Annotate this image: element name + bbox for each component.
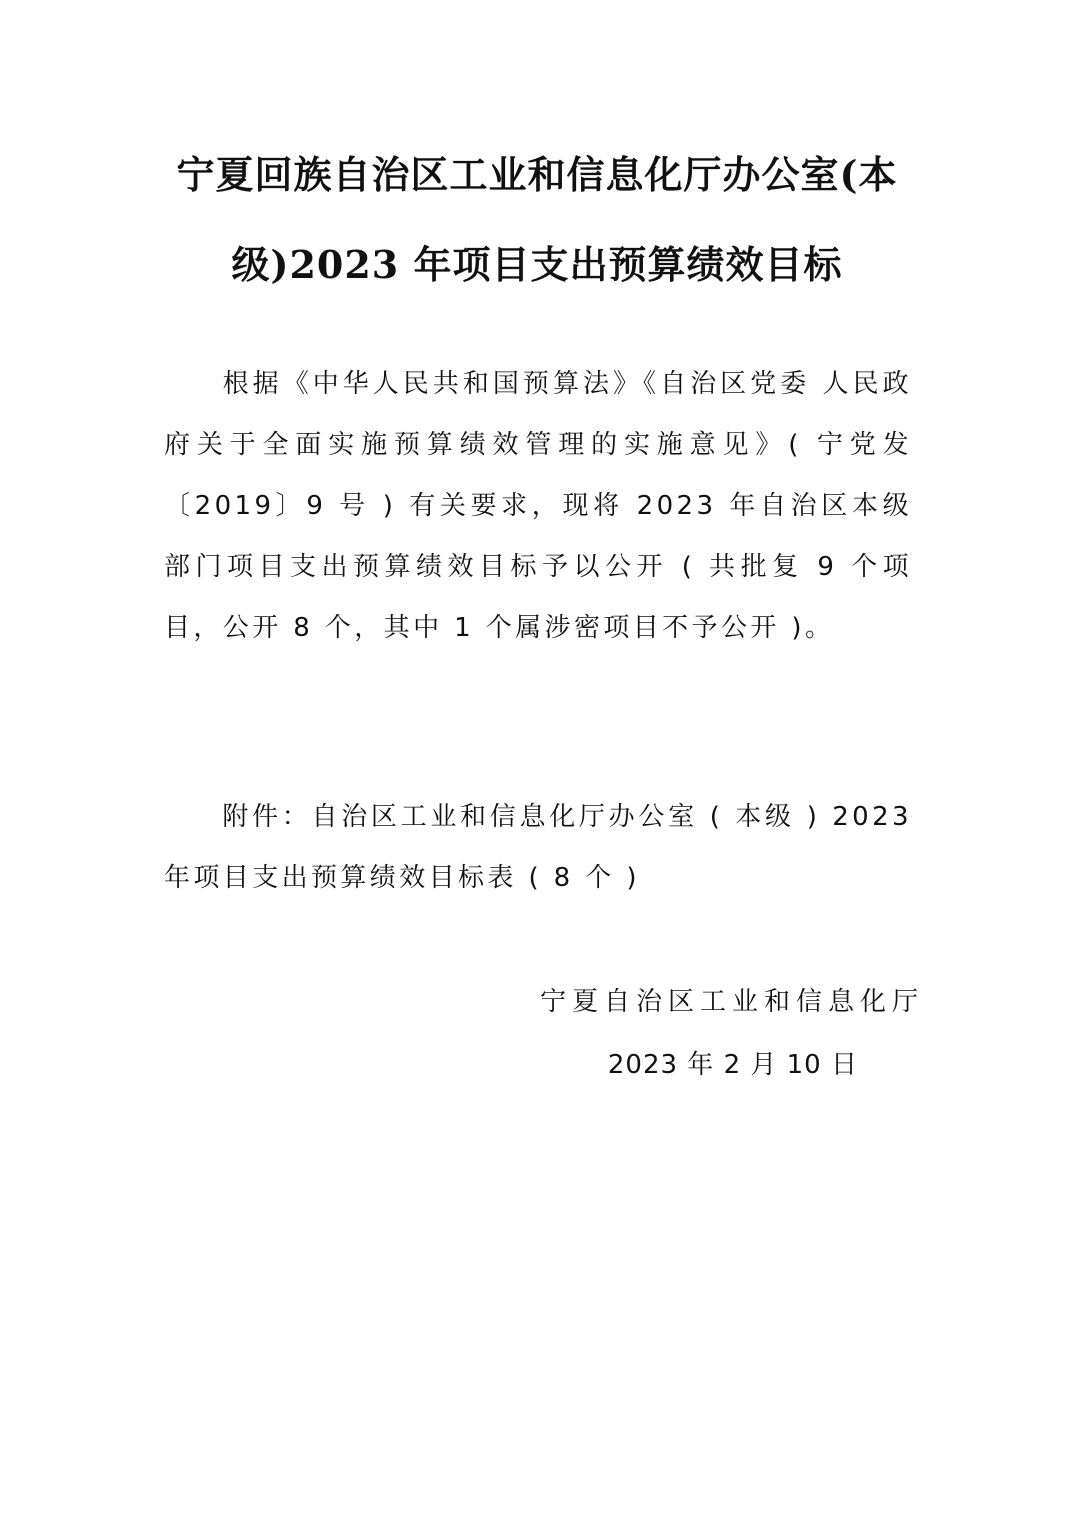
body-paragraph [164, 354, 912, 659]
title-line-1: 宁夏回族自治区工业和信息化厅办公室(本 [176, 152, 898, 197]
attachment-text: 附件：自治区工业和信息化厅办公室 ( 本级 ) 2023 年项目支出预算绩效目标表 ( 8 个 ) [164, 802, 912, 893]
signature-date: 2023 年 2 月 10 日 [607, 1050, 858, 1080]
attachment-note [164, 787, 912, 909]
document-title [150, 130, 924, 310]
title-line-2: 级)2023 年项目支出预算绩效目标 [231, 242, 843, 287]
signature-organization: 宁夏自治区工业和信息化厅 [540, 987, 925, 1017]
body-paragraph-text: 根据《中华人民共和国预算法》《自治区党委 人民政府关于全面实施预算绩效管理的实施意见》( 宁党发〔2019〕9 号 ) 有关要求，现将 2023 年自治区本级部门项目支出预算绩效目标予以公开 ( 共批复 9 个项目，公开 8 个，其中 1 个属涉密项目不予公开 )。 [164, 369, 912, 643]
